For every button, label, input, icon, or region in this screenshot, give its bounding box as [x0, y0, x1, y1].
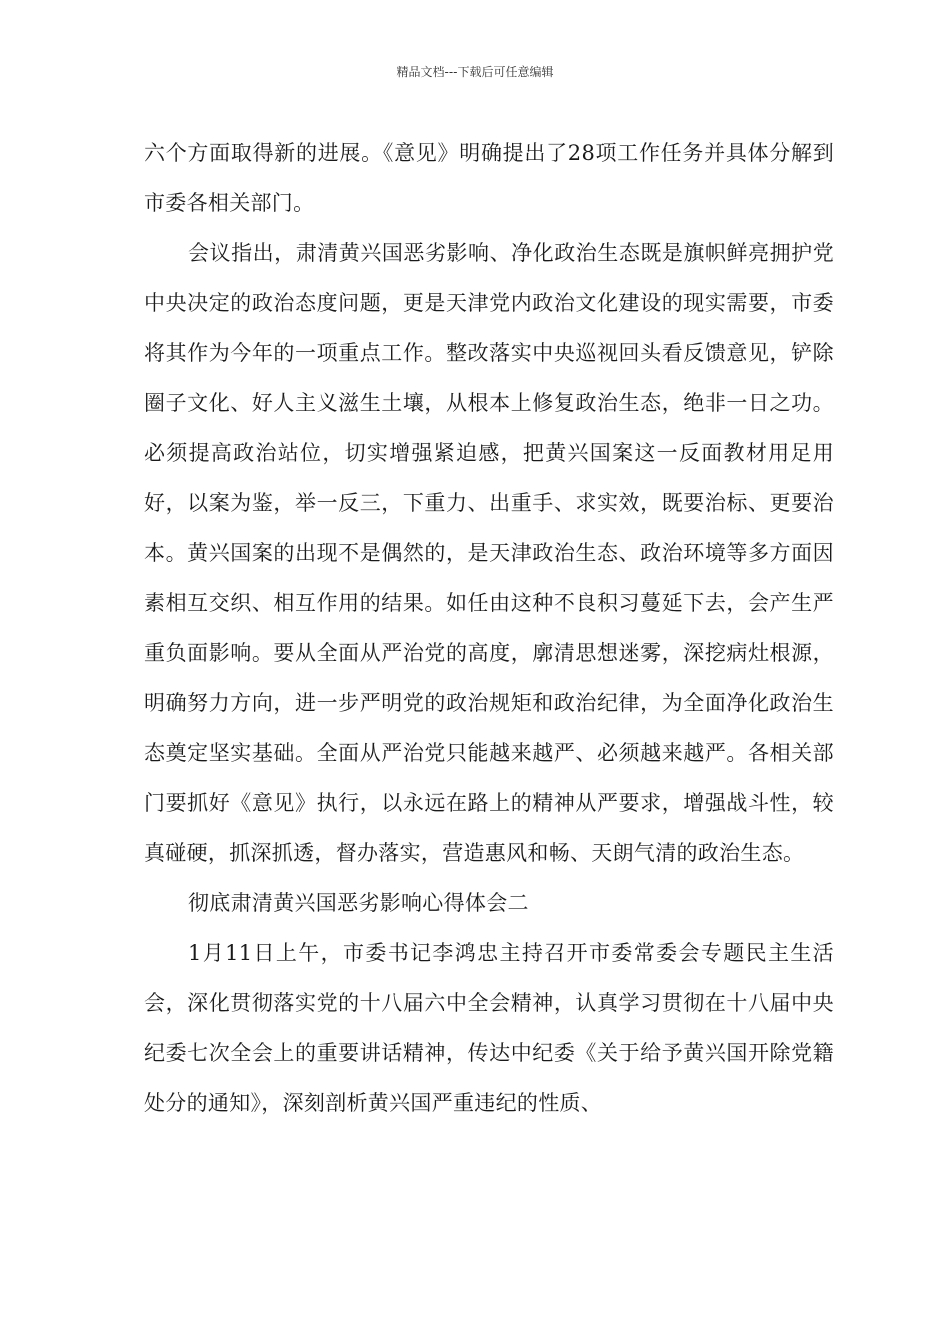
- document-body: [144, 128, 834, 1128]
- paragraph: 六个方面取得新的进展。《意见》明确提出了28项工作任务并具体分解到市委各相关部门。: [144, 141, 834, 215]
- section-heading: 彻底肃清黄兴国恶劣影响心得体会二: [188, 891, 529, 915]
- page-header: 精品文档---下载后可任意编辑: [396, 65, 554, 79]
- paragraph: 1月11日上午，市委书记李鸿忠主持召开市委常委会专题民主生活会，深化贯彻落实党的十八届六中全会精神，认真学习贯彻在十八届中央纪委七次全会上的重要讲话精神，传达中纪委《关于给予黄兴国开除党籍处分的通知》，深刻剖析黄兴国严重违纪的性质、: [144, 941, 834, 1115]
- paragraph: 会议指出，肃清黄兴国恶劣影响、净化政治生态既是旗帜鲜亮拥护党中央决定的政治态度问题，更是天津党内政治文化建设的现实需要，市委将其作为今年的一项重点工作。整改落实中央巡视回头看反馈意见，铲除圈子文化、好人主义滋生土壤，从根本上修复政治生态，绝非一日之功。必须提高政治站位，切实增强紧迫感，把黄兴国案这一反面教材用足用好，以案为鉴，举一反三，下重力、出重手、求实效，既要治标、更要治本。黄兴国案的出现不是偶然的，是天津政治生态、政治环境等多方面因素相互交织、相互作用的结果。如任由这种不良积习蔓延下去，会产生严重负面影响。要从全面从严治党的高度，廓清思想迷雾，深挖病灶根源，明确努力方向，进一步严明党的政治规矩和政治纪律，为全面净化政治生态奠定坚实基础。全面从严治党只能越来越严、必须越来越严。各相关部门要抓好《意见》执行，以永远在路上的精神从严要求，增强战斗性，较真碰硬，抓深抓透，督办落实，营造惠风和畅、天朗气清的政治生态。: [144, 241, 834, 865]
